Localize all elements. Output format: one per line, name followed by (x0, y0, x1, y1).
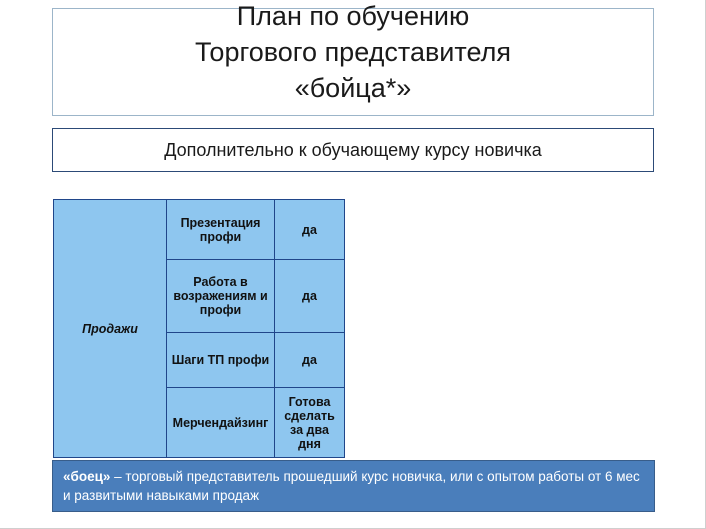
subtitle-box (52, 128, 654, 172)
table-cell-group-sales: Продажи (54, 200, 167, 458)
footnote-text: – торговый представитель прошедший курс новичка, или с опытом работы от 6 мес и развитыми навыками продаж (63, 469, 640, 503)
table-cell-topic: Презентация профи (167, 200, 275, 260)
table-row (54, 200, 345, 260)
table-cell-topic: Шаги ТП профи (167, 333, 275, 388)
training-plan-table (53, 199, 345, 458)
title-line-1: План по обучению (236, 1, 470, 31)
page-title (52, 0, 654, 106)
table-cell-topic: Мерчендайзинг (167, 388, 275, 458)
table-cell-value: да (275, 260, 345, 333)
footnote-bar (52, 460, 655, 512)
footnote-term: «боец» (63, 469, 111, 484)
title-line-2: Торгового представителя (195, 37, 511, 67)
table-cell-topic: Работа в возражениям и профи (167, 260, 275, 333)
title-line-3: «бойца*» (294, 73, 412, 103)
subtitle-text: Дополнительно к обучающему курсу новичка (164, 139, 542, 160)
table-cell-value: да (275, 333, 345, 388)
table-cell-value: да (275, 200, 345, 260)
table-cell-value: Готова сделать за два дня (275, 388, 345, 458)
